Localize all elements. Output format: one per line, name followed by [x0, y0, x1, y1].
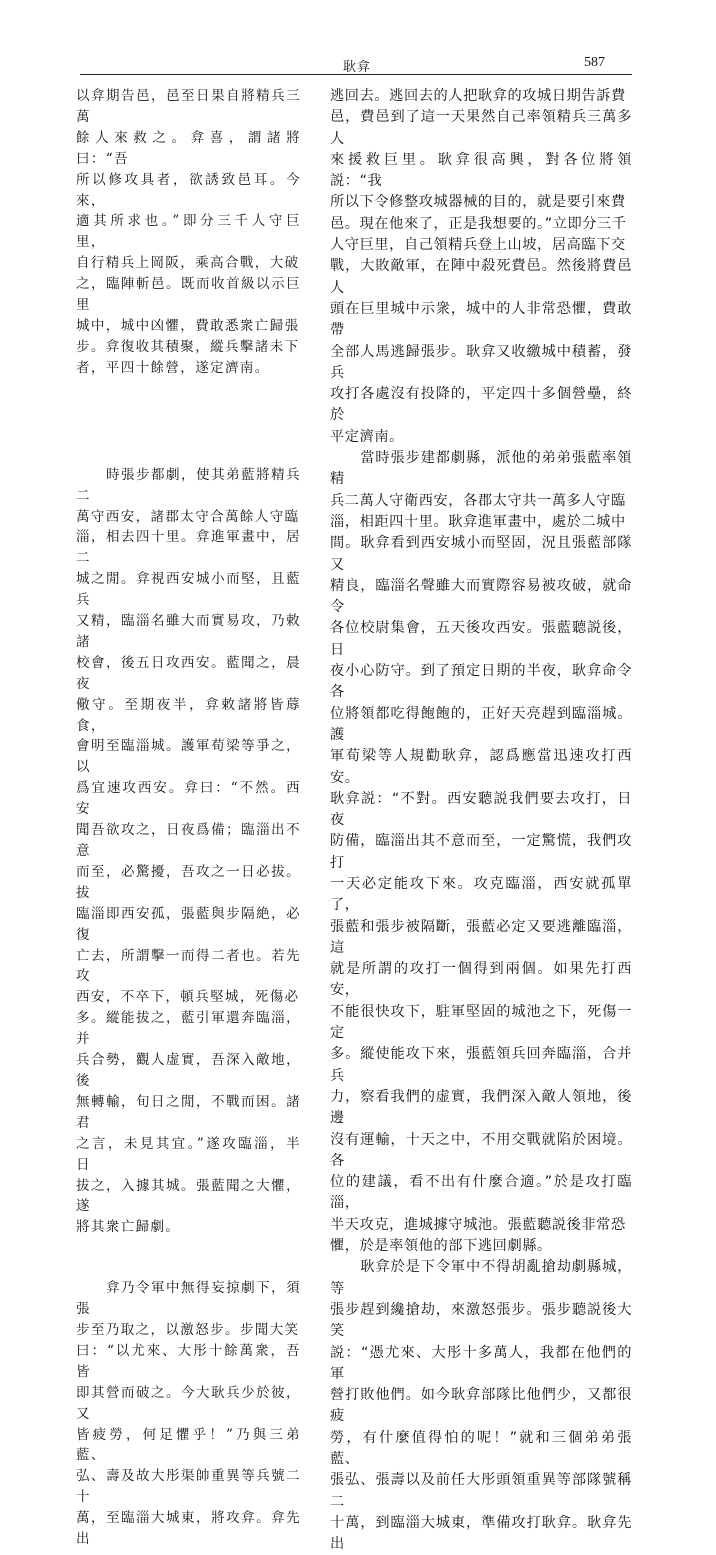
- paragraph-spacer: [76, 1238, 301, 1278]
- translation-paragraph-2: 當時張步建都劇縣，派他的弟弟張藍率領精 兵二萬人守衛西安，各郡太守共一萬多人守臨 淄，相距四十里。耿弇進軍畫中，處於二城中 間。耿弇看到西安城小而堅固，況且張藍部隊又 精良，臨淄名聲雖大而實際容易被攻破，就命令 各位校尉集會，五天後攻西安。張藍聽説後，日 夜小心防守。到了預定日期的半夜，耿弇命令各 位將領都吃得飽飽的，正好天亮趕到臨淄城。護 軍荀梁等人規勸耿弇，認爲應當迅速攻打西安。 耿弇説：“不對。西安聽説我們要去攻打，日夜 防備，臨淄出其不意而至，一定驚慌，我們攻打 一天必定能攻下來。攻克臨淄，西安就孤單了， 張藍和張步被隔斷，張藍必定又要逃離臨淄，這 就是所謂的攻打一個得到兩個。如果先打西安， 不能很快攻下，駐軍堅固的城池之下，死傷一定 多。縱使能攻下來，張藍領兵回奔臨淄，合并兵 力，察看我們的虚實，我們深入敵人領地，後邊 沒有運輸，十天之中，不用交戰就陷於困境。各 位的建議，看不出有什麼合適。”於是攻打臨淄， 半天攻克，進城據守城池。張藍聽説後非常恐 懼，於是率領他的部下逃回劇縣。: [330, 450, 632, 1255]
- translation-paragraph-3: 耿弇於是下令軍中不得胡亂搶劫劇縣城，等 張步趕到纔搶劫，來激怒張步。張步聽説後大笑 説：“憑尤來、大彤十多萬人，我都在他們的軍 營打敗他們。如今耿弇部隊比他們少，又都很疲 勞，有什麼值得怕的呢！”就和三個弟弟張藍、 張弘、張壽以及前任大彤頭領重異等部隊號稱二 十萬，到臨淄大城東，準備攻打耿弇。耿弇先出: [330, 1259, 632, 1553]
- classical-paragraph-3: 弇乃令軍中無得妄掠劇下，須張 步至乃取之，以激怒步。步聞大笑 曰：“以尤來、大彤十餘萬衆，吾皆 即其營而破之。今大耿兵少於彼，又 皆疲勞，何足懼乎！”乃與三弟藍、 弘、壽及故大彤渠帥重異等兵號二十 萬，至臨淄大城東，將攻弇。弇先出: [76, 1280, 301, 1548]
- translation-paragraph-1: 逃回去。逃回去的人把耿弇的攻城日期告訴費 邑，費邑到了這一天果然自己率領精兵三萬多人 來援救巨里。耿弇很高興，對各位將領説：“我 所以下令修整攻城器械的目的，就是要引來費 邑。現在他來了，正是我想要的。”立即分三千 人守巨里，自己領精兵登上山坡，居高臨下交 戰，大敗敵軍，在陣中殺死費邑。然後將費邑人 頭在巨里城中示衆，城中的人非常恐懼，費敢帶 全部人馬逃歸張步。耿弇又收繳城中積蓄，發兵 攻打各處沒有投降的，平定四十多個營壘，終於 平定濟南。: [330, 88, 632, 445]
- classical-paragraph-2: 時張步都劇，使其弟藍將精兵二 萬守西安，諸郡太守合萬餘人守臨 淄，相去四十里。弇進軍畫中，居二 城之閒。弇視西安城小而堅，且藍兵 又精，臨淄名雖大而實易攻，乃敕諸 校會，後五日攻西安。藍聞之，晨夜 儆守。至期夜半，弇敕諸將皆蓐食， 會明至臨淄城。護軍荀梁等爭之，以 爲宜速攻西安。弇曰：“不然。西安 聞吾欲攻之，日夜爲備；臨淄出不意 而至，必驚擾，吾攻之一日必拔。拔 臨淄即西安孤，張藍與步隔絶，必復 亡去，所謂擊一而得二者也。若先攻 西安，不卒下，頓兵堅城，死傷必 多。縱能拔之，藍引軍還奔臨淄，并 兵合勢，觀人虚實，吾深入敵地，後 無轉輸，旬日之閒，不戰而困。諸君 之言，未見其宜。”遂攻臨淄，半日 拔之，入據其城。張藍聞之大懼，遂 將其衆亡歸劇。: [76, 466, 301, 1236]
- page-number: 587: [584, 55, 605, 70]
- running-head-title: 耿弇: [342, 60, 371, 75]
- classical-text-column: [76, 86, 301, 1550]
- translation-column: [330, 86, 632, 1555]
- header-rule: [80, 74, 632, 75]
- paragraph-spacer: [76, 379, 301, 465]
- classical-paragraph-1: 以弇期告邑，邑至日果自將精兵三萬 餘人來救之。弇喜，謂諸將曰：“吾 所以修攻具者，欲誘致邑耳。今來， 適其所求也。”即分三千人守巨里， 自行精兵上岡阪，乘高合戰，大破 之，臨陣斬邑。既而收首級以示巨里 城中，城中凶懼，費敢悉衆亡歸張 步。弇復收其積聚，縱兵擊諸未下 者，平四十餘營，遂定濟南。: [76, 88, 301, 376]
